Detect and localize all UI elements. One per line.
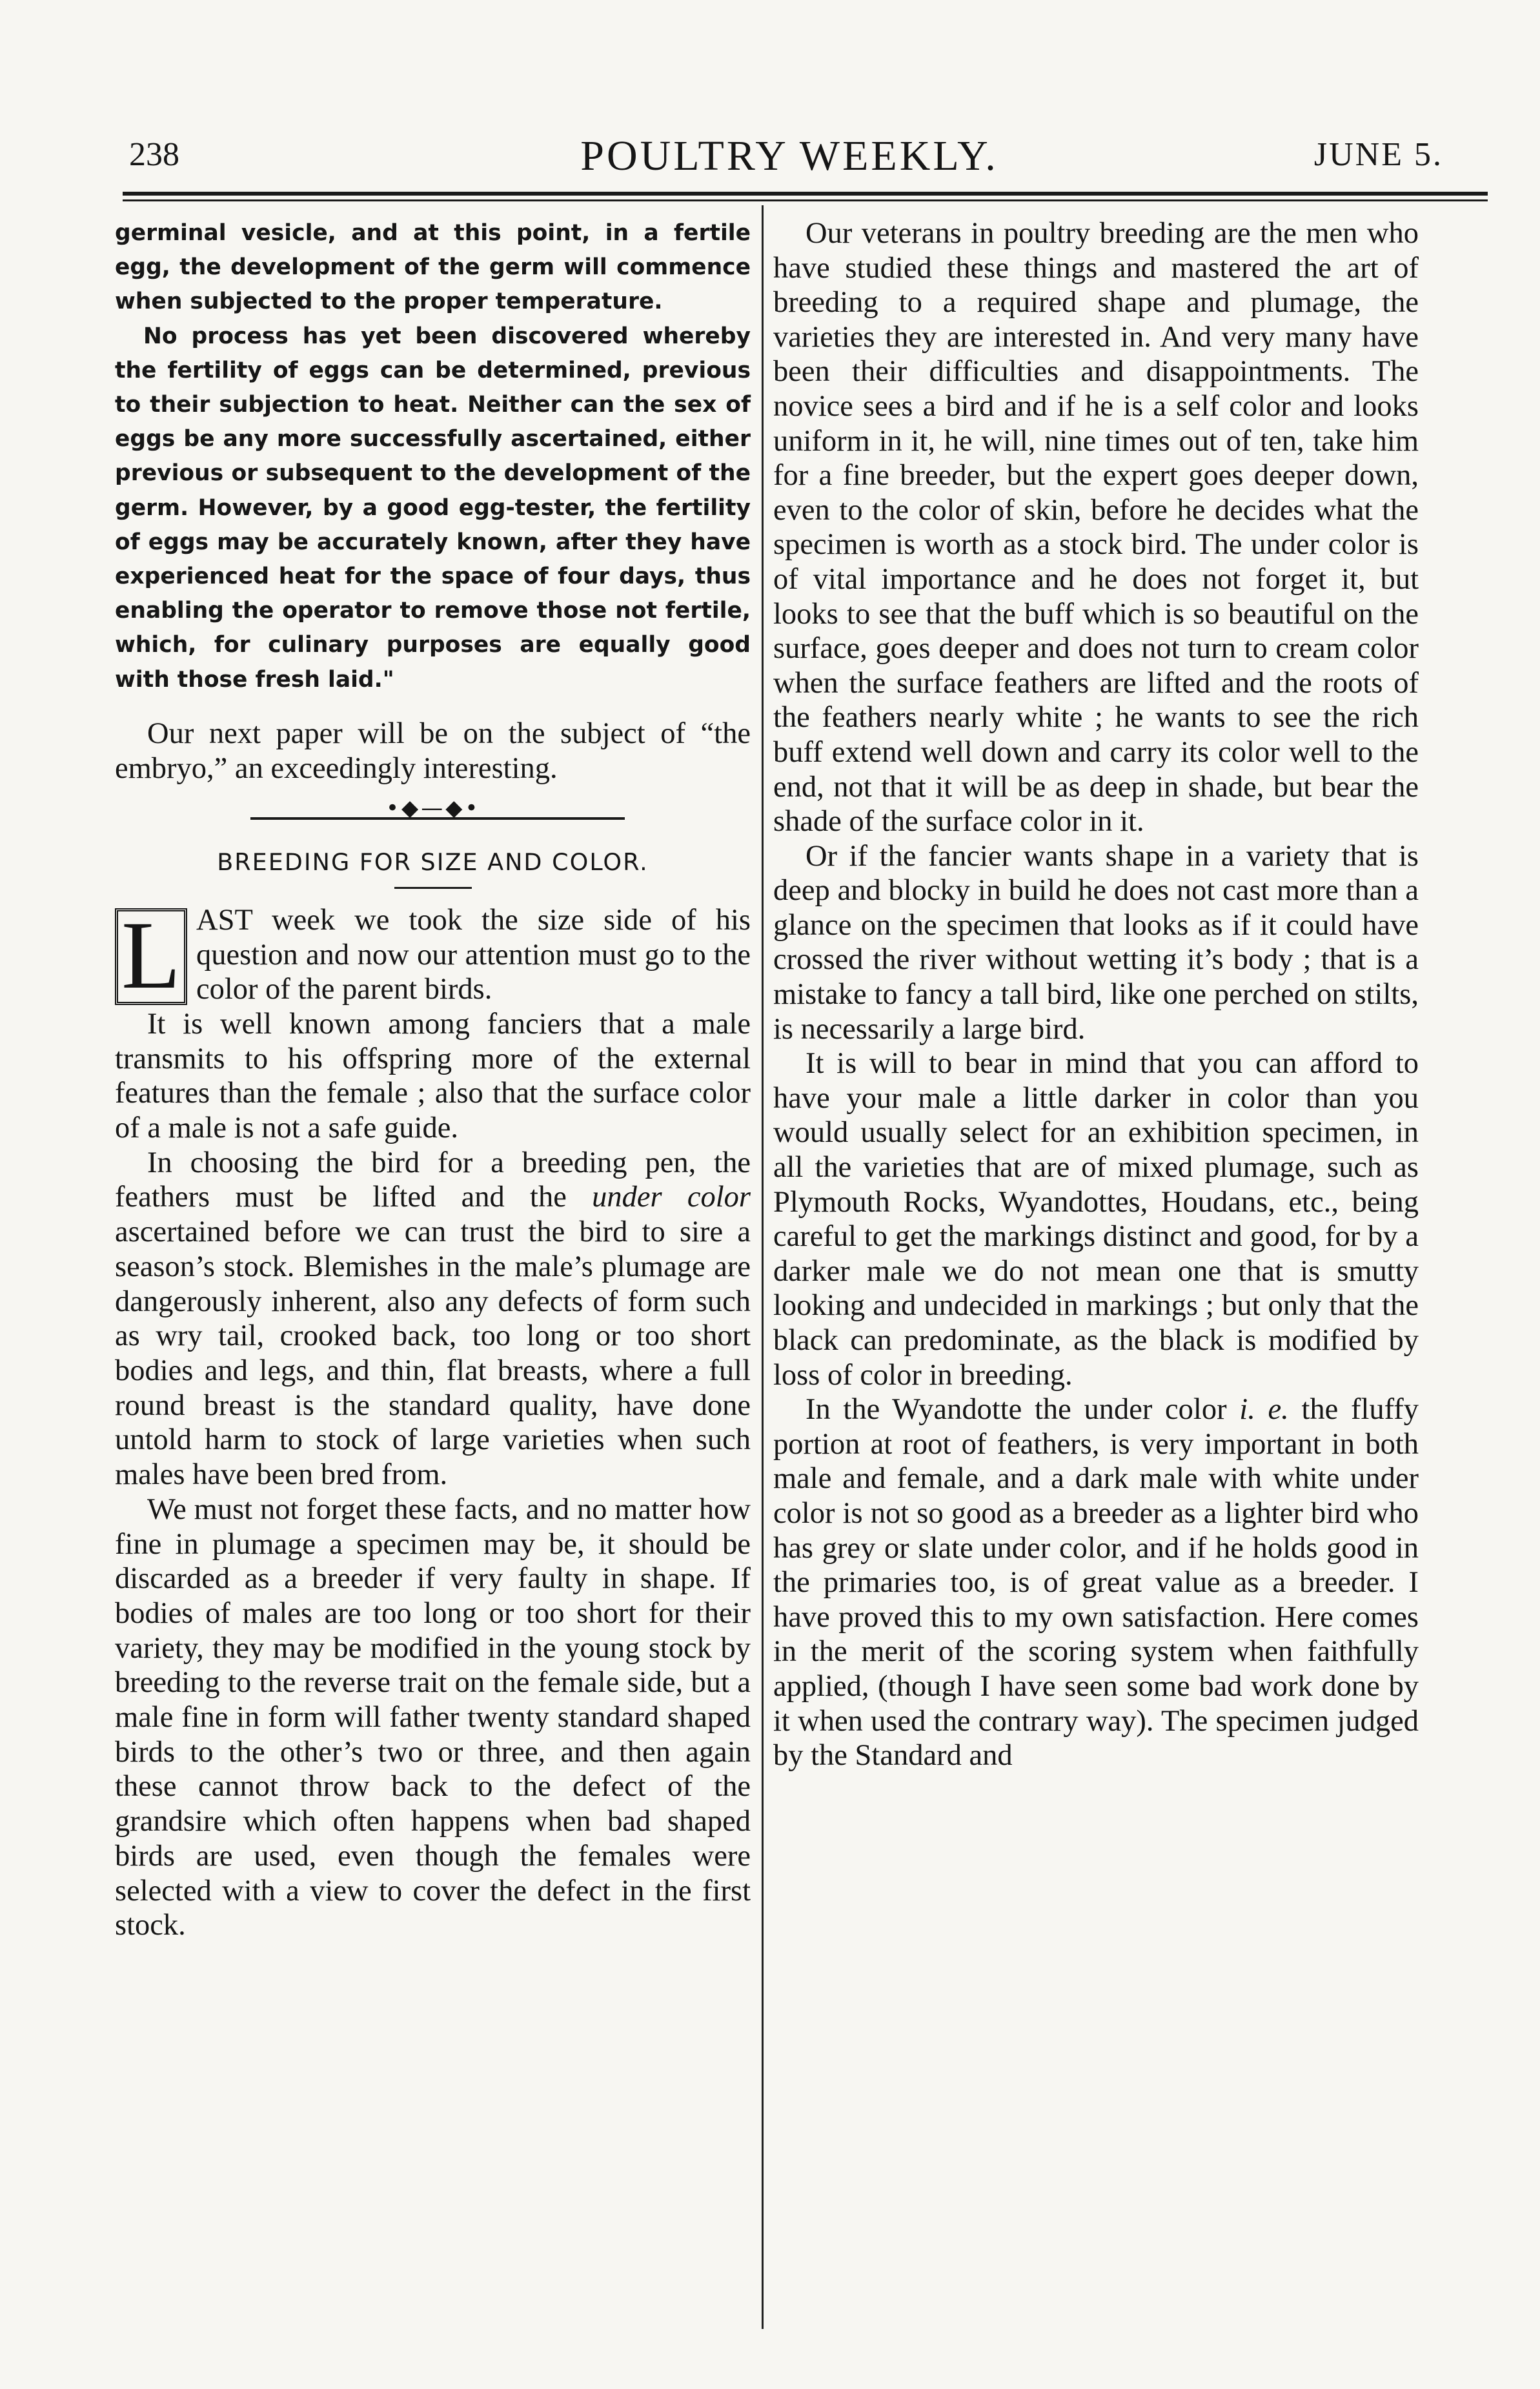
first-paragraph-text: AST week we took the size side of his question and now our attention must go to the color of the parent birds. [196, 903, 751, 1006]
article-paragraph-2: It is well known among fanciers that a male transmits to his offspring more of the external features than the female ; also that the surface color of a male is not a safe guide. [115, 1007, 751, 1145]
paragraph-8-text-b: the fluffy portion at root of feathers, is very important in both male and female, and a dark male with white under color is not so good as a breeder as a lighter bird who has grey or slate under color, and if he holds good in the primaries too, is of great value as a breeder. I have proved this to my own satisfaction. Here comes in the merit of the scoring system when faithfully applied, (though I have seen some bad work done by it when used the contrary way). The specimen judged by the Standard and [773, 1393, 1419, 1773]
quote-paragraph-1: germinal vesicle, and at this point, in a fertile egg, the development of the germ will commence when subjected to the proper temperature. [115, 220, 751, 315]
article-paragraph-6: Or if the fancier wants shape in a variety that is deep and blocky in build he does not cast more than a glance on the specimen that looks as if it could have crossed the river without wetting it’s body ; that is a mistake to fancy a tall bird, like one perched on stilts, is necessarily a large bird. [773, 839, 1419, 1046]
page-number: 238 [129, 136, 179, 173]
paragraph-3-text-b: ascertained before we can trust the bird to sire a season’s stock. Blemishes in the male’s plumage are dangerously inherent, also any defects of form such as wry tail, crooked back, too long or too short bodies and legs, and thin, flat breasts, where a full round breast is the standard quality, have done untold harm to stock of large varieties when such males have been bred from. [115, 1215, 751, 1492]
article-paragraph-4: We must not forget these facts, and no matter how fine in plumage a specimen may be, it should be discarded as a breeder if very faulty in shape. If bodies of males are too long or too short for their variety, they may be modified in the young stock by breeding to the reverse trait on the female side, but a male fine in form will father twenty standard shaped birds to the other’s two or three, and then again these cannot throw back to the defect of the grandsire which often happens when bad shaped birds are used, even though the females were selected with a view to cover the defect in the first stock. [115, 1492, 751, 1942]
article-paragraph-3 [115, 1146, 751, 1492]
header-rule-thin [123, 199, 1488, 201]
quoted-text [115, 216, 751, 697]
article-paragraph-8 [773, 1392, 1419, 1773]
ornament-glyph: •◆—◆• [386, 795, 481, 821]
drop-cap-letter: L [115, 908, 187, 1005]
publication-title: POULTRY WEEKLY. [580, 132, 998, 179]
right-column [773, 216, 1419, 1773]
paragraph-8-emphasis: i. e. [1239, 1393, 1289, 1427]
page-header [129, 129, 1450, 187]
article-paragraph-5: Our veterans in poultry breeding are the men who have studied these things and mastered the art of breeding to a required shape and plumage, the varieties they are interested in. And very many have been their difficulties and disappointments. The novice sees a bird and if he is a self color and looks uniform in it, he will, nine times out of ten, take him for a fine breeder, but the expert goes deeper down, even to the color of skin, before he decides what the specimen is worth as a stock bird. The under color is of vital importance and he does not forget it, but looks to see that the buff which is so beautiful on the surface, goes deeper and does not turn to cream color when the surface feathers are lifted and the roots of the feathers nearly white ; he wants to see the rich buff extend well down and carry its color well to the end, not that it will be as deep in shade, but bear the shade of the surface color in it. [773, 217, 1419, 839]
next-paper-paragraph: Our next paper will be on the subject of “the embryo,” an exceedingly interesting. [115, 717, 751, 785]
quote-paragraph-2: No process has yet been discovered whereby the fertility of eggs can be determined, previous to their subjection to heat. Neither can the sex of eggs be any more successfully ascertained, either previous or subsequent to the development of the germ. However, by a good egg-tester, the fertility of eggs may be accurately known, after they have experienced heat for the space of four days, thus enabling the operator to remove those not fertile, which, for culinary purposes are equally good with those fresh laid." [115, 323, 751, 693]
paragraph-3-emphasis: under color [592, 1181, 751, 1214]
article-paragraph-7: It is will to bear in mind that you can afford to have your male a little darker in color than you would usually select for an exhibition specimen, in all the varieties that are of mixed plumage, such as Plymouth Rocks, Wyandottes, Houdans, etc., being careful to get the markings distinct and good, for by a darker male we do not mean one that is smutty looking and undecided in markings ; but only that the black can predominate, as the black is modified by loss of color in breeding. [773, 1047, 1419, 1392]
section-ornament [115, 795, 751, 831]
section-heading: BREEDING FOR SIZE AND COLOR. [217, 848, 649, 876]
column-divider [762, 205, 764, 2329]
issue-date: JUNE 5. [1313, 136, 1443, 173]
next-paper-note [115, 717, 751, 786]
article-paragraph-1 [115, 903, 751, 1007]
article-body-left [115, 903, 751, 1943]
left-column [115, 216, 751, 1943]
heading-rule [394, 887, 472, 889]
header-rule-thick [123, 192, 1488, 196]
article-body-right [773, 216, 1419, 1773]
paragraph-8-text-a: In the Wyandotte the under color [805, 1393, 1240, 1427]
paragraph-3-text-a: In choosing the bird for a breeding pen, the feathers must be lifted and the [115, 1146, 751, 1214]
